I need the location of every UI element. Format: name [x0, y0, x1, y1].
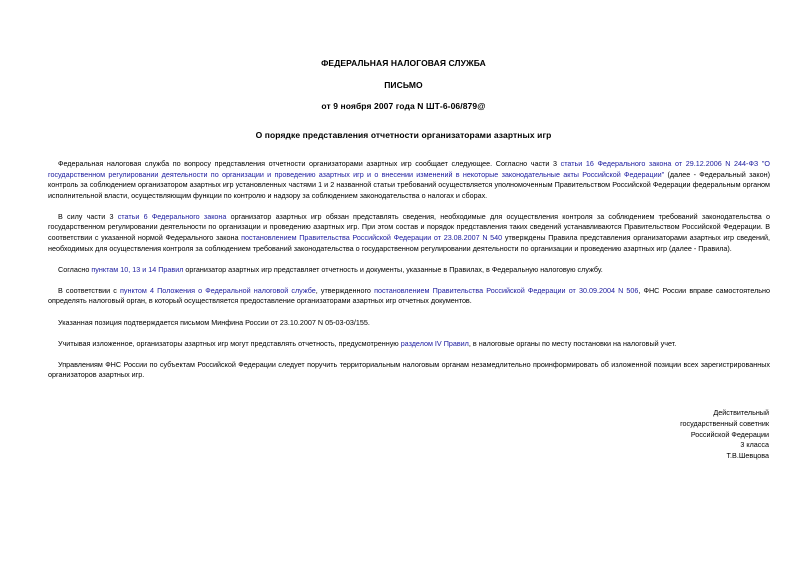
signature-title-line-2: государственный советник: [680, 418, 769, 428]
paragraph: [48, 265, 770, 276]
date-number-heading: от 9 ноября 2007 года N ШТ-6-06/879@: [321, 101, 486, 111]
paragraph-text: Учитывая изложенное, организаторы азартных игр могут представлять отчетность, предусмотренную: [58, 338, 401, 348]
paragraph: [48, 286, 770, 307]
paragraph: [48, 159, 770, 201]
signature-title-line-1: Действительный: [713, 408, 769, 417]
legal-reference-link[interactable]: постановлением Правительства Российской Федерации от 30.09.2004 N 506: [374, 285, 639, 295]
paragraph: [48, 360, 770, 381]
signature-name: Т.В.Шевцова: [726, 451, 769, 461]
letter-body: [48, 159, 770, 391]
paragraph-text: , в налоговые органы по месту постановки на налоговый учет.: [468, 338, 677, 348]
paragraph: [48, 318, 770, 329]
doc-type-heading: ПИСЬМО: [384, 80, 423, 90]
paragraph: [48, 212, 770, 254]
paragraph-text: (далее - Федеральный закон) контроль за соблюдением организатором азартных игр установленных частями 1 и 2 названной статьи требований осуществляется уполномоченным Правительством Российской Федерации федеральным органом исполнительной власти, осуществляющим функции по контролю и надзору за соблюдением законодательства о налогах и сборах.: [48, 169, 770, 200]
paragraph: [48, 339, 770, 350]
agency-heading: ФЕДЕРАЛЬНАЯ НАЛОГОВАЯ СЛУЖБА: [321, 58, 486, 68]
paragraph-text: В силу части 3: [58, 211, 118, 221]
paragraph-text: организатор азартных игр представляет отчетность и документы, указанные в Правилах, в Федеральную налоговую службу.: [183, 264, 603, 274]
signature-title-line-4: 3 класса: [740, 440, 769, 450]
paragraph-text: Согласно: [58, 264, 92, 274]
signature-title-line-3: Российской Федерации: [690, 429, 769, 439]
paragraph-text: , утвержденного: [315, 285, 375, 295]
legal-reference-link[interactable]: разделом IV Правил: [400, 338, 469, 348]
legal-reference-link[interactable]: постановлением Правительства Российской Федерации от 23.08.2007 N 540: [241, 233, 503, 243]
paragraph-text: , ФНС России вправе самостоятельно определять налоговый орган, в который осуществляется предоставление организаторами азартных игр отчетных документов.: [48, 285, 770, 306]
paragraph-text: Указанная позиция подтверждается письмом Минфина России от 23.10.2007 N 05-03-03/155.: [58, 317, 370, 327]
paragraph-text: Управлениям ФНС России по субъектам Российской Федерации следует поручить территориальным налоговым органам незамедлительно проинформировать об изложенной позиции всех зарегистрированных организаторов азартных игр.: [48, 359, 770, 380]
paragraph-text: организатор азартных игр обязан представлять сведения, необходимые для осуществления контроля за соблюдением требований законодательства о государственном регулировании деятельности по организации и проведению азартных игр. При этом состав и порядок представления таких сведений устанавливаются Правительством Российской Федерации. В соответствии с указанной нормой Федерального закона: [48, 211, 770, 243]
legal-reference-link[interactable]: пунктам 10, 13 и 14 Правил: [91, 264, 184, 274]
paragraph-text: В соответствии с: [58, 285, 121, 295]
paragraph-text: утверждены Правила представления организаторами азартных игр сведений, необходимых для осуществления контроля за соблюдением требований законодательства о государственном регулировании деятельности по организации и проведению азартных игр (далее - Правила).: [48, 233, 771, 253]
legal-reference-link[interactable]: статьи 6 Федерального закона: [117, 211, 227, 221]
subject-heading: О порядке представления отчетности организаторами азартных игр: [255, 130, 552, 140]
legal-reference-link[interactable]: статьи 16 Федерального закона от 29.12.2006 N 244-ФЗ "О государственном регулировании деятельности по организации и проведению азартных игр и о внесении изменений в некоторые законодательные акты Российской Федерации": [48, 159, 770, 179]
legal-reference-link[interactable]: пунктом 4 Положения о Федеральной налоговой службе: [120, 285, 316, 295]
signature-block: [569, 408, 769, 462]
paragraph-text: Федеральная налоговая служба по вопросу представления отчетности организаторами азартных игр сообщает следующее. Согласно части 3: [58, 159, 561, 168]
